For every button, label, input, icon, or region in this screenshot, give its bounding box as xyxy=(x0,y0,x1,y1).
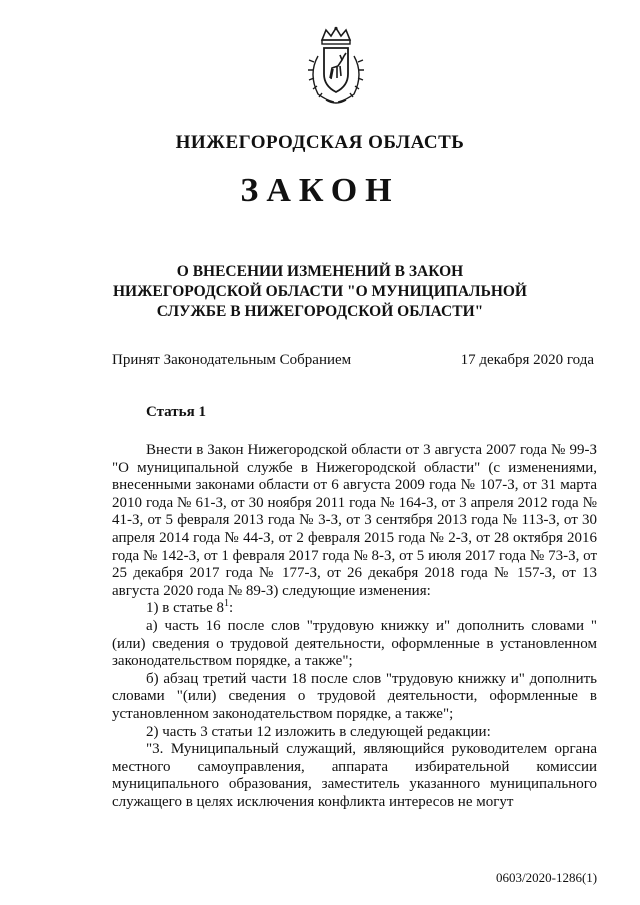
item-1-text: 1) в статье 8 xyxy=(146,600,225,617)
adoption-date: 17 декабря 2020 года xyxy=(460,352,594,368)
adopted-by: Принят Законодательным Собранием xyxy=(112,352,352,368)
item-1a: а) часть 16 после слов "трудовую книжку и" дополнить словами "(или) сведения о трудовой деятельности, оформленные в установленном законодательством порядке, а также"; xyxy=(112,617,597,670)
item-2: 2) часть 3 статьи 12 изложить в следующей редакции: xyxy=(146,723,491,740)
coat-of-arms-icon xyxy=(304,26,368,106)
item-1-superscript: 1 xyxy=(224,598,230,610)
region-name: НИЖЕГОРОДСКАЯ ОБЛАСТЬ xyxy=(175,132,465,153)
article-heading: Статья 1 xyxy=(146,404,206,420)
document-number: 0603/2020-1286(1) xyxy=(496,870,598,885)
document-type: ЗАКОН xyxy=(240,172,400,209)
adoption-line xyxy=(112,352,594,369)
item-1 xyxy=(112,600,597,618)
quoted-text: "3. Муниципальный служащий, являющийся руководителем органа местного самоуправления, аппарата избирательной комиссии муниципального образования, заместитель указанного муниципального служащего в целях исключения конфликта интересов не могут xyxy=(112,741,597,810)
article-body xyxy=(112,442,597,811)
law-title: О ВНЕСЕНИИ ИЗМЕНЕНИЙ В ЗАКОН НИЖЕГОРОДСКОЙ ОБЛАСТИ "О МУНИЦИПАЛЬНОЙ СЛУЖБЕ В НИЖЕГОРОДСКОЙ ОБЛАСТИ" xyxy=(112,263,527,320)
item-1b: б) абзац третий части 18 после слов "трудовую книжку и" дополнить словами "(или) сведения о трудовой деятельности, оформленные в установленном законодательством порядке, а также"; xyxy=(112,670,597,722)
item-1-colon: : xyxy=(229,600,234,617)
article-intro: Внести в Закон Нижегородской области от 3 августа 2007 года № 99-З "О муниципальной службе в Нижегородской области" (с изменениями, внесенными законами области от 6 августа 2009 года № 107-З, от 31 марта 2010 года № 61-З, от 30 ноября 2011 года № 164-З, от 3 апреля 2012 года № 41-З, от 5 февраля 2013 года № 3-З, от 3 сентября 2013 года № 113-З, от 30 апреля 2014 года № 44-З, от 2 февраля 2015 года № 2-З, от 28 октября 2016 года № 142-З, от 1 февраля 2017 года № 8-З, от 5 июля 2017 года № 73-З, от 25 декабря 2017 года № 177-З, от 26 декабря 2018 года № 157-З, от 13 августа 2020 года № 89-З) следующие изменения: xyxy=(112,442,597,599)
